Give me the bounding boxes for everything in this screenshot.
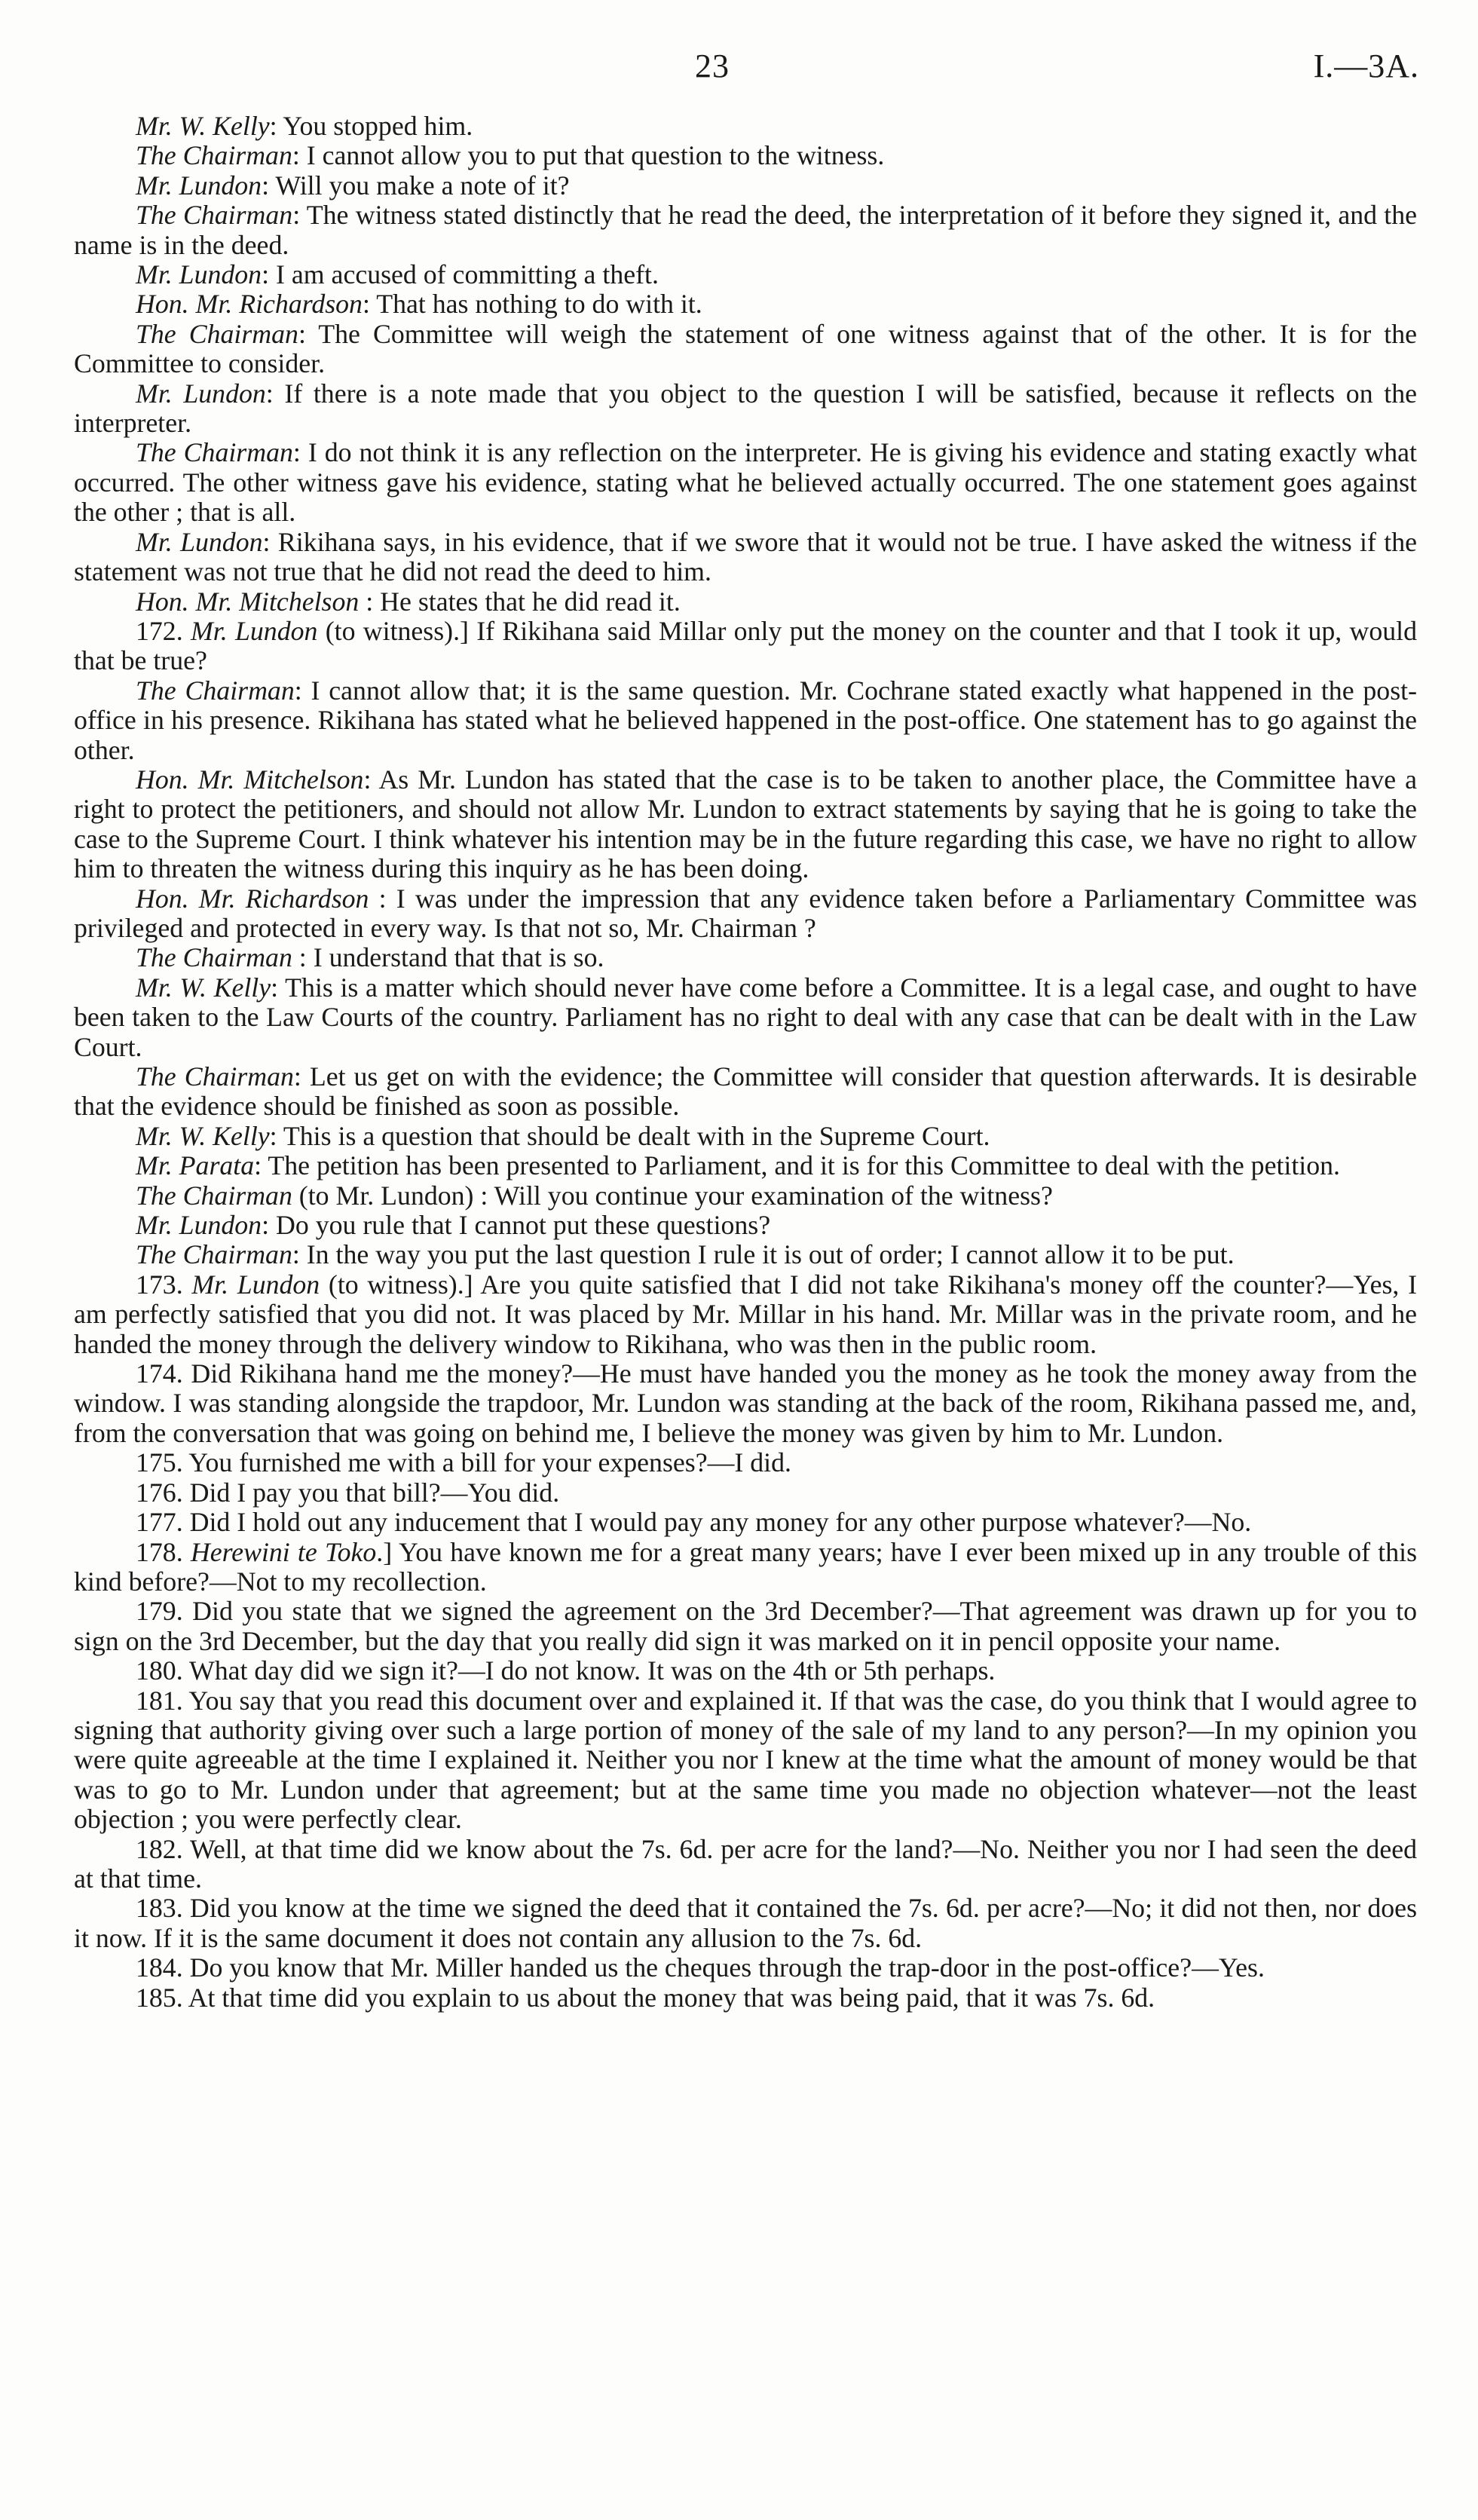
speaker-name: The Chairman — [136, 200, 293, 231]
paragraph-text: The Committee will weigh the statement of one witness against that of the other. It is for the Committee to consider. — [74, 318, 1418, 379]
paragraph-text: 182. Well, at that time did we know about the 7s. 6d. per acre for the land?—No. Neither you nor I had seen the deed at that time. — [74, 1833, 1417, 1894]
speaker-name: Mr. Lundon — [136, 170, 262, 201]
transcript-paragraph — [74, 1656, 1417, 1686]
paragraph-text: 180. What day did we sign it?—I do not know. It was on the 4th or 5th perhaps. — [136, 1655, 996, 1686]
speaker-separator: : — [292, 437, 308, 468]
speaker-name: The Chairman — [136, 437, 293, 468]
transcript-paragraph — [74, 1181, 1417, 1211]
paragraph-text: I cannot allow you to put that question to the witness. — [306, 140, 885, 171]
document-reference: I.—3A. — [1313, 47, 1419, 84]
speaker-name: Mr. W. Kelly — [136, 1120, 270, 1151]
paragraph-text: I was under the impression that any evidence taken before a Parliamentary Committee was privileged and protected in every way. Is that not so, Mr. Chairman ? — [74, 883, 1417, 943]
paragraph-text: That has nothing to do with it. — [376, 289, 702, 320]
transcript-paragraph — [74, 1359, 1417, 1448]
speaker-separator: : — [294, 675, 311, 706]
speaker-name: Mr. Lundon — [136, 259, 262, 290]
evidence-transcript — [74, 112, 1417, 2013]
paragraph-text: I cannot allow that; it is the same question. Mr. Cochrane stated exactly what happened in the post-office in his presence. Rikihana has stated what he believed happened in the post-office. One statement has to go against the other. — [74, 675, 1418, 765]
paragraph-text: This is a question that should be dealt with in the Supreme Court. — [283, 1120, 990, 1151]
speaker-name: Hon. Mr. Mitchelson — [136, 586, 360, 617]
paragraph-text: I understand that that is so. — [313, 942, 604, 973]
speaker-name: Mr. Lundon — [136, 378, 266, 409]
paragraph-text: This is a matter which should never have come before a Committee. It is a legal case, and ought to have been taken to the Law Courts of the country. Parliament has no right to deal with any case that can be dealt with in the Law Court. — [74, 972, 1418, 1062]
speaker-name: Mr. Lundon — [136, 526, 263, 557]
paragraph-text: I do not think it is any reflection on the interpreter. He is giving his evidence and stating exactly what occurred. The other witness gave his evidence, stating what he believed actually occurred. The one statement goes against the other ; that is all. — [74, 437, 1417, 528]
speaker-separator: : — [271, 972, 286, 1003]
speaker-name: The Chairman — [136, 675, 295, 706]
paragraph-text: Rikihana says, in his evidence, that if we swore that it would not be true. I have asked the witness if the statement was not true that he did not read the deed to him. — [74, 526, 1417, 587]
transcript-paragraph — [74, 1062, 1417, 1122]
paragraph-text: Let us get on with the evidence; the Committee will consider that question afterwards. It is desirable that the evidence should be finished as soon as possible. — [74, 1061, 1417, 1122]
paragraph-text: (to Mr. Lundon) : Will you continue your examination of the witness? — [298, 1180, 1053, 1211]
transcript-paragraph — [74, 1835, 1417, 1894]
speaker-separator: : — [369, 883, 396, 914]
transcript-paragraph — [74, 587, 1417, 617]
paragraph-text: 177. Did I hold out any inducement that I would pay any money for any other purpose whatever?—No. — [136, 1507, 1252, 1538]
paragraph-text: Will you make a note of it? — [275, 170, 570, 201]
speaker-separator: : — [262, 259, 276, 290]
paragraph-text: If there is a note made that you object to the question I will be satisfied, because it reflects on the interpreter. — [74, 378, 1417, 439]
transcript-paragraph — [74, 617, 1417, 676]
question-number: 178. — [136, 1536, 191, 1567]
paragraph-text: 179. Did you state that we signed the agreement on the 3rd December?—That agreement was drawn up for you to sign on the 3rd December, but the day that you really did sign it was marked on it in pencil opposite your name. — [74, 1596, 1417, 1656]
transcript-paragraph — [74, 438, 1417, 527]
paragraph-text: 175. You furnished me with a bill for your expenses?—I did. — [136, 1447, 791, 1478]
speaker-separator — [292, 1180, 299, 1211]
transcript-paragraph — [74, 320, 1417, 379]
paragraph-text: (to witness).] If Rikihana said Millar only put the money on the counter and that I took it up, would that be true? — [74, 615, 1418, 676]
transcript-paragraph — [74, 1538, 1417, 1597]
speaker-name: Mr. Parata — [136, 1150, 255, 1181]
speaker-name: The Chairman — [136, 942, 292, 973]
transcript-paragraph — [74, 1122, 1417, 1151]
speaker-name: Herewini te Toko — [190, 1536, 377, 1567]
transcript-paragraph — [74, 379, 1417, 439]
transcript-paragraph — [74, 201, 1417, 260]
paragraph-text: 176. Did I pay you that bill?—You did. — [136, 1477, 560, 1508]
transcript-paragraph — [74, 1983, 1417, 2013]
speaker-separator: : — [293, 1061, 310, 1092]
paragraph-text: 184. Do you know that Mr. Miller handed us the cheques through the trap-door in the post-office?—Yes. — [136, 1952, 1265, 1983]
paragraph-text: The witness stated distinctly that he read the deed, the interpretation of it before they signed it, and the name is in the deed. — [74, 200, 1418, 260]
speaker-separator: : — [292, 200, 307, 231]
speaker-name: Hon. Mr. Richardson — [136, 883, 369, 914]
paragraph-text: 174. Did Rikihana hand me the money?—He must have handed you the money as he took the money away from the window. I was standing alongside the trapdoor, Mr. Lundon was standing at the back of the room, Rikihana passed me, and, from the conversation that was going on behind me, I believe the money was given by him to Mr. Lundon. — [74, 1358, 1417, 1448]
transcript-paragraph — [74, 765, 1417, 884]
paragraph-text: (to witness).] Are you quite satisfied that I did not take Rikihana's money off the counter?—Yes, I am perfectly satisfied that you did not. It was placed by Mr. Millar in his hand. Mr. Millar was in the private room, and he handed the money through the delivery window to Rikihana, who was then in the public room. — [74, 1269, 1417, 1359]
transcript-paragraph — [74, 1478, 1417, 1508]
transcript-paragraph — [74, 676, 1417, 765]
speaker-name: The Chairman — [136, 1061, 294, 1092]
transcript-paragraph — [74, 884, 1417, 944]
transcript-paragraph — [74, 260, 1417, 289]
speaker-separator — [320, 1269, 329, 1300]
speaker-separator: : — [292, 942, 314, 973]
paragraph-text: You have known me for a great many years; have I ever been mixed up in any trouble of this kind before?—Not to my recollection. — [74, 1536, 1418, 1597]
speaker-separator: : — [262, 1210, 276, 1241]
transcript-paragraph — [74, 171, 1417, 201]
transcript-paragraph — [74, 1686, 1417, 1835]
speaker-name: Hon. Mr. Mitchelson — [136, 764, 364, 795]
transcript-paragraph — [74, 1211, 1417, 1240]
speaker-separator — [317, 616, 325, 646]
paragraph-text: In the way you put the last question I rule it is out of order; I cannot allow it to be put. — [306, 1239, 1235, 1270]
speaker-separator: : — [262, 526, 278, 557]
transcript-paragraph — [74, 1953, 1417, 1983]
speaker-name: The Chairman — [136, 140, 292, 171]
speaker-name: The Chairman — [136, 1239, 292, 1270]
transcript-paragraph — [74, 1894, 1417, 1953]
speaker-name: Hon. Mr. Richardson — [136, 289, 363, 320]
speaker-separator: : — [363, 764, 379, 795]
speaker-name: The Chairman — [136, 318, 298, 349]
transcript-paragraph — [74, 1151, 1417, 1180]
speaker-name: Mr. W. Kelly — [136, 111, 270, 141]
speaker-separator: : — [265, 378, 285, 409]
speaker-name: The Chairman — [136, 1180, 292, 1211]
speaker-separator: : — [254, 1150, 268, 1181]
page-number: 23 — [695, 47, 730, 84]
transcript-paragraph — [74, 1508, 1417, 1537]
question-number: 172. — [136, 615, 191, 646]
paragraph-text: You stopped him. — [283, 111, 473, 141]
transcript-paragraph — [74, 943, 1417, 972]
paragraph-text: As Mr. Lundon has stated that the case is to be taken to another place, the Committee have a right to protect the petitioners, and should not allow Mr. Lundon to extract statements by saying that he is going to take the case to the Supreme Court. I think whatever his intention may be in the future regarding this case, we have no right to allow him to threaten the witness during this inquiry as he has been doing. — [74, 764, 1417, 884]
transcript-paragraph — [74, 528, 1417, 587]
question-number: 173. — [136, 1269, 192, 1300]
speaker-name: Mr. W. Kelly — [136, 972, 271, 1003]
speaker-separator: : — [362, 289, 377, 320]
transcript-paragraph — [74, 1597, 1417, 1656]
speaker-name: Mr. Lundon — [190, 615, 318, 646]
paragraph-text: I am accused of committing a theft. — [276, 259, 659, 290]
page-header — [0, 47, 1478, 92]
speaker-separator: : — [269, 1120, 283, 1151]
transcript-paragraph — [74, 112, 1417, 141]
speaker-separator: : — [269, 111, 283, 141]
speaker-separator: : — [359, 586, 381, 617]
transcript-paragraph — [74, 141, 1417, 170]
speaker-name: Mr. Lundon — [191, 1269, 320, 1300]
transcript-paragraph — [74, 1448, 1417, 1477]
paragraph-text: The petition has been presented to Parliament, and it is for this Committee to deal with the petition. — [268, 1150, 1340, 1181]
paragraph-text: He states that he did read it. — [380, 586, 681, 617]
paragraph-text: 181. You say that you read this document over and explained it. If that was the case, do you think that I would agree to signing that authority giving over such a large portion of money of the sale of my land to any person?—In my opinion you were quite agreeable at the time I explained it. Neither you nor I knew at the time what the amount of money would be that was to go to Mr. Lundon under that agreement; but at the same time you made no objection whatever—not the least objection ; you were perfectly clear. — [74, 1685, 1417, 1835]
transcript-paragraph — [74, 1270, 1417, 1359]
speaker-separator: : — [292, 1239, 307, 1270]
transcript-paragraph — [74, 973, 1417, 1062]
speaker-name: Mr. Lundon — [136, 1210, 262, 1241]
transcript-paragraph — [74, 289, 1417, 319]
transcript-paragraph — [74, 1240, 1417, 1269]
paragraph-text: 185. At that time did you explain to us about the money that was being paid, that it was 7s. 6d. — [136, 1982, 1155, 2013]
speaker-separator: : — [262, 170, 276, 201]
paragraph-text: 183. Did you know at the time we signed the deed that it contained the 7s. 6d. per acre?—No; it did not then, nor does it now. If it is the same document it does not contain any allusion to the 7s. 6d. — [74, 1893, 1417, 1953]
speaker-separator: : — [292, 140, 307, 171]
speaker-separator: .] — [376, 1536, 399, 1567]
paragraph-text: Do you rule that I cannot put these questions? — [276, 1210, 771, 1241]
speaker-separator: : — [298, 318, 319, 349]
